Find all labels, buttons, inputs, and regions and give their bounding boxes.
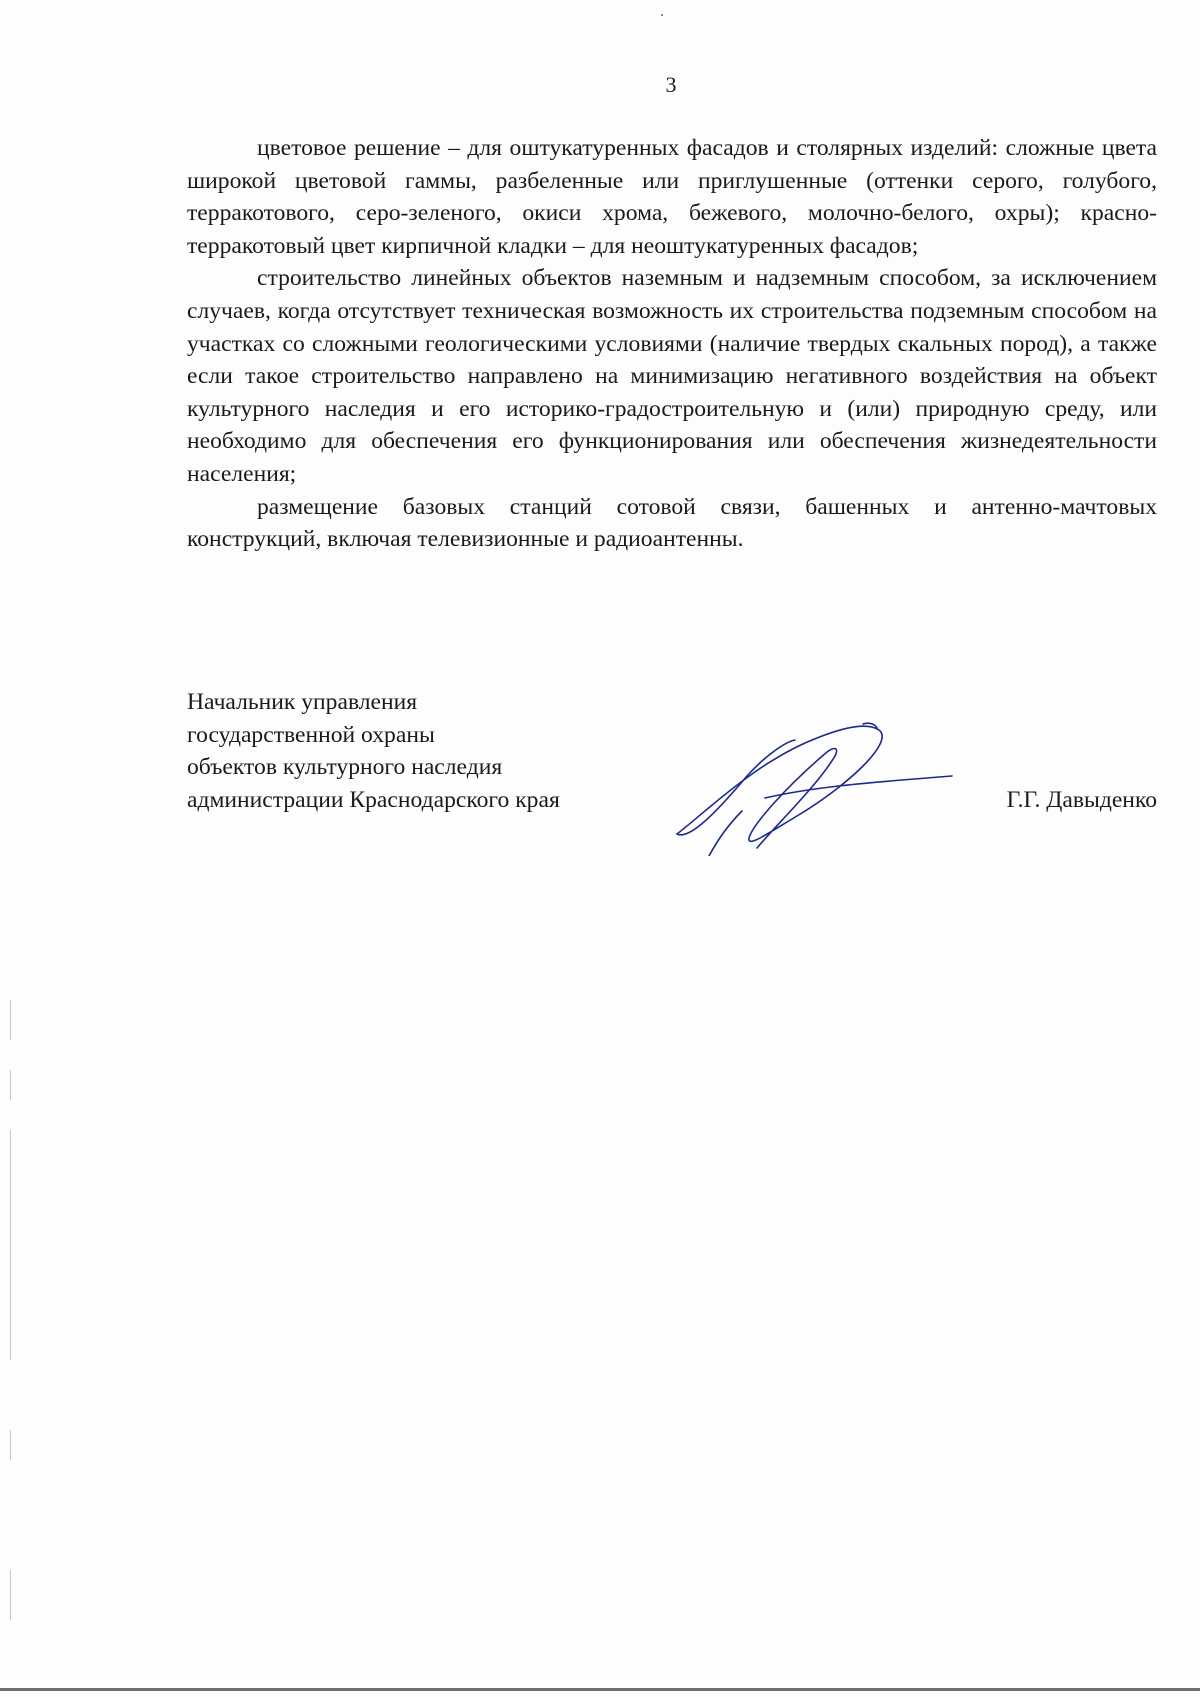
signer-title: [187, 686, 647, 816]
paragraph-linear-objects: строительство линейных объектов наземным и надземным способом, за исключением случаев, когда отсутствует техническая возможность их строительства подземным способом на участках со сложными геологическими условиями (наличие твердых скальных пород), а также если такое строительство направлено на минимизацию негативного воздействия на объект культурного наследия и его историко-градостроительную и (или) природную среду, или необходимо для обеспечения его функционирования или обеспечения жизнедеятельности населения;: [187, 265, 1157, 487]
signer-title-line: объектов культурного наследия: [187, 754, 503, 781]
signer-title-line: государственной охраны: [187, 721, 435, 748]
signature-block: [187, 686, 1157, 856]
document-body: [187, 132, 1157, 556]
signer-name: Г.Г. Давыденко: [1006, 786, 1157, 813]
scan-dot: [661, 14, 663, 16]
signer-title-line: администрации Краснодарского края: [187, 786, 560, 813]
bottom-rule: [0, 1688, 1200, 1691]
scan-artifacts: [10, 1000, 12, 1620]
paragraph-color-solution: цветовое решение – для оштукатуренных фасадов и столярных изделий: сложные цвета широкой цветовой гаммы, разбеленные или приглушенные (оттенки серого, голубого, терракотового, серо-зеленого, окиси хрома, бежевого, молочно-белого, охры); красно-терракотовый цвет кирпичной кладки – для неоштукатуренных фасадов;: [187, 135, 1157, 259]
signer-title-line: Начальник управления: [187, 689, 418, 715]
page-number: 3: [665, 72, 677, 97]
paragraph-cell-stations: размещение базовых станций сотовой связи, башенных и антенно-мачтовых конструкций, включая телевизионные и радиоантенны.: [187, 493, 1157, 553]
handwritten-signature: [667, 716, 957, 856]
